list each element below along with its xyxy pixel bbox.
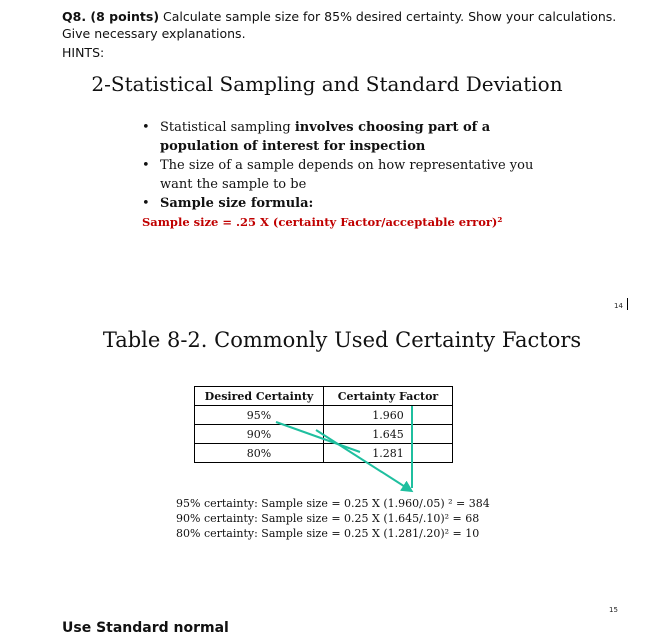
- footer-text: Use Standard normal: [62, 620, 229, 636]
- bullet-item: • Sample size formula:: [142, 196, 314, 211]
- bullet-item: • Statistical sampling involves choosing part of a population of interest for inspection: [142, 120, 491, 154]
- hints-label: HINTS:: [62, 45, 105, 60]
- calc-line: 95% certainty: Sample size = 0.25 X (1.960/.05) ² = 384: [176, 497, 490, 510]
- question-body: Calculate sample size for 85% desired certainty. Show your calculations. Give necessary explanations.: [62, 9, 617, 41]
- arrow-line: [316, 430, 410, 490]
- page-number: 15: [609, 606, 618, 614]
- slide-title: 2-Statistical Sampling and Standard Deviation: [91, 72, 563, 96]
- question-label: Q8. (8 points): [62, 9, 160, 24]
- table-row: 95% 1.960: [195, 406, 453, 425]
- table-header-row: Desired Certainty Certainty Factor: [195, 387, 453, 406]
- calculation-block: [176, 496, 490, 541]
- bullet-item: • The size of a sample depends on how representative you want the sample to be: [142, 158, 534, 192]
- calc-line: 80% certainty: Sample size = 0.25 X (1.281/.20)² = 10: [176, 527, 480, 540]
- page-number: 14: [614, 302, 623, 310]
- table-row: 80% 1.281: [195, 444, 453, 463]
- calc-line: 90% certainty: Sample size = 0.25 X (1.645/.10)² = 68: [176, 512, 480, 525]
- table-title: Table 8-2. Commonly Used Certainty Factors: [102, 328, 582, 352]
- arrow-line: [276, 422, 360, 452]
- table-row: 90% 1.645: [195, 425, 453, 444]
- sample-size-formula: Sample size = .25 X (certainty Factor/acceptable error)²: [142, 215, 503, 229]
